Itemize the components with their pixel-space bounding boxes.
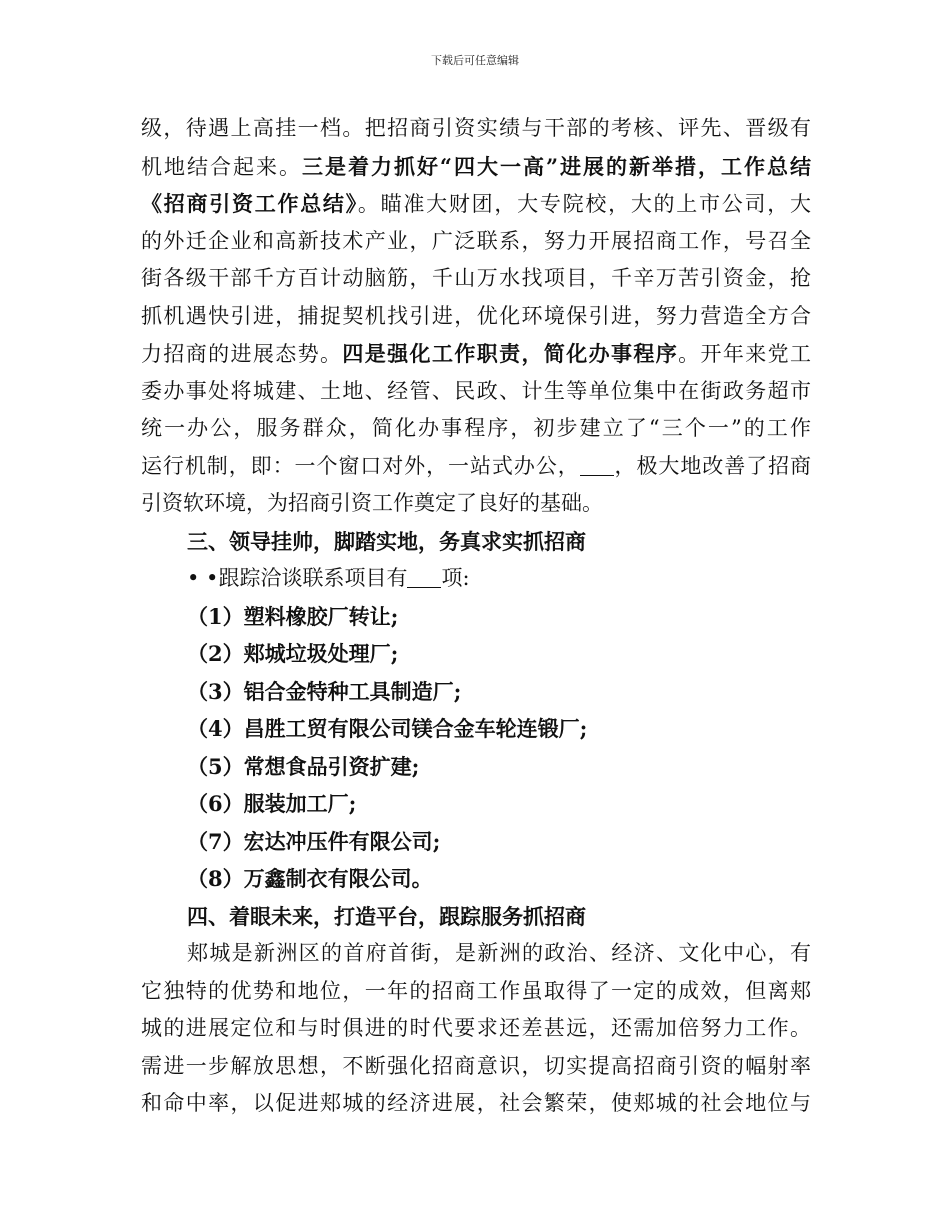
bold-text-run: 四是强化工作职责，简化办事程序 [342, 341, 679, 366]
bold-text-run: 《招商引资工作总结》 [141, 191, 358, 216]
text-line [141, 335, 811, 373]
text-line: 需进一步解放思想，不断强化招商意识，切实提高招商引资的幅射率 [141, 1053, 811, 1078]
text-run: 项: [441, 566, 470, 590]
text-line [141, 185, 811, 223]
fill-in-blank [407, 567, 441, 588]
text-run: ，极大地改善了招商 [613, 453, 812, 478]
text-line: 街各级干部千方百计动脑筋，千山万水找项目，千辛万苦引资金，抢 [141, 266, 811, 290]
text-line: 的外迁企业和高新技术产业，广泛联系，努力开展招商工作，号召全 [141, 228, 811, 253]
text-line: 它独特的优势和地位，一年的招商工作虽取得了一定的成效，但离郏 [141, 978, 811, 1003]
fill-in-blank [580, 455, 614, 476]
text-run: • •跟踪洽谈联系项目有 [187, 566, 408, 590]
list-item: （7）宏达冲压件有限公司; [187, 828, 441, 854]
text-line: 城的进展定位和与时俱进的时代要求还差甚远，还需加倍努力工作。 [141, 1016, 811, 1040]
list-item: （6）服装加工厂; [187, 791, 357, 816]
section-heading: 三、领导挂帅，脚踏实地，务真求实抓招商 [187, 528, 586, 554]
text-line: 级，待遇上高挂一档。把招商引资实绩与干部的考核、评先、晋级有 [141, 116, 811, 140]
text-line [141, 560, 811, 598]
text-line [141, 148, 811, 186]
text-run: 。开年来党工 [678, 342, 812, 366]
text-run: 力招商的进展态势。 [141, 342, 343, 366]
text-run: 机地结合起来。 [141, 154, 302, 179]
text-line [141, 448, 811, 486]
list-item: （4）昌胜工贸有限公司镁合金车轮连锻厂; [187, 716, 588, 741]
text-line: 委办事处将城建、土地、经管、民政、计生等单位集中在街政务超市 [141, 378, 811, 403]
text-line: 郏城是新洲区的首府首街，是新洲的政治、经济、文化中心，有 [187, 941, 811, 965]
list-item: （1）塑料橡胶厂转让; [187, 603, 399, 629]
list-item: （8）万鑫制衣有限公司。 [187, 866, 433, 891]
section-heading: 四、着眼未来，打造平台，跟踪服务抓招商 [187, 903, 586, 929]
list-item: （3）铝合金特种工具制造厂; [187, 678, 462, 704]
text-run: 。瞄准大财团，大专院校，大的上市公司，大 [357, 192, 812, 216]
text-line: 统一办公，服务群众，简化办事程序，初步建立了“三个一”的工作 [141, 416, 811, 440]
list-item: （5）常想食品引资扩建; [187, 753, 420, 779]
page-header: 下载后可任意编辑 [431, 54, 519, 67]
document-body [141, 110, 811, 1123]
text-line: 引资软环境，为招商引资工作奠定了良好的基础。 [141, 491, 603, 515]
text-line: 抓机遇快引进，捕捉契机找引进，优化环境保引进，努力营造全方合 [141, 303, 811, 328]
text-run: 运行机制，即：一个窗口对外，一站式办公， [141, 453, 580, 478]
bold-text-run: 三是着力抓好“四大一高”进展的新举措，工作总结 [301, 153, 811, 179]
list-item: （2）郏城垃圾处理厂; [187, 641, 399, 666]
text-line: 和命中率，以促进郏城的经济进展，社会繁荣，使郏城的社会地位与 [141, 1091, 811, 1115]
